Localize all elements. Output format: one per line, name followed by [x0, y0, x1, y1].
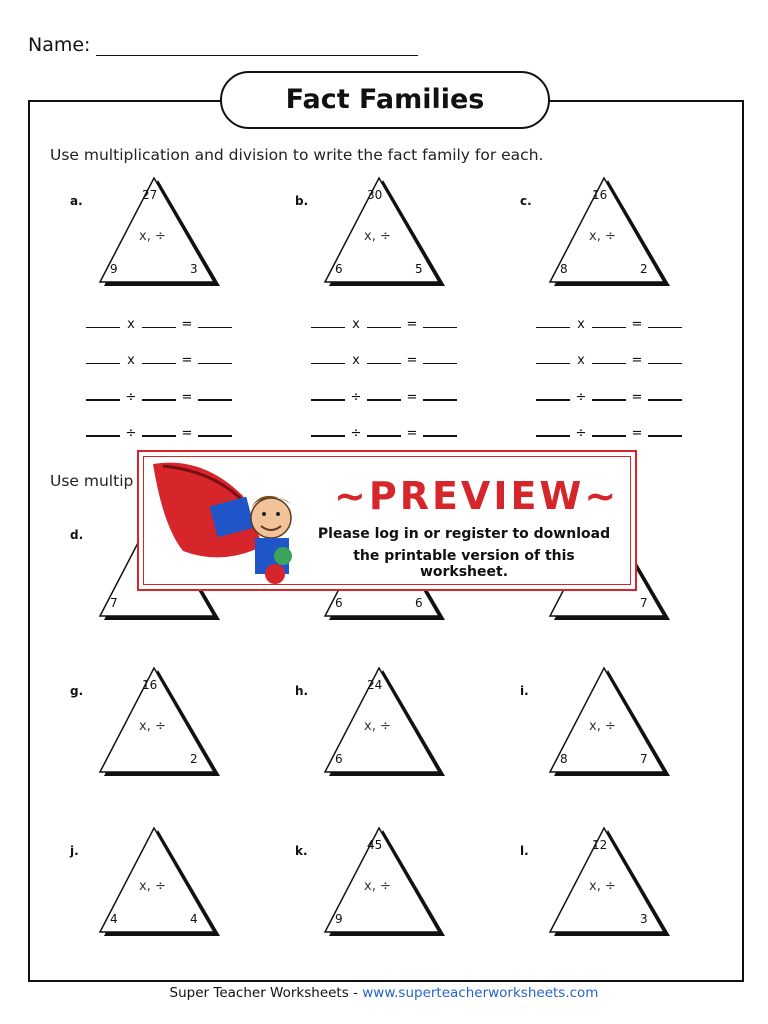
fact-triangle	[321, 826, 461, 938]
equals-symbol: =	[631, 317, 643, 332]
operator-symbol: ÷	[350, 390, 362, 405]
answer-blank[interactable]	[198, 424, 232, 437]
problem-letter: l.	[520, 844, 529, 858]
operations-label: x, ÷	[364, 229, 391, 244]
answer-blank[interactable]	[367, 388, 401, 401]
problem-letter: c.	[520, 194, 532, 208]
answer-blank[interactable]	[592, 316, 626, 328]
operator-symbol: ÷	[575, 426, 587, 441]
operator-symbol: x	[127, 317, 135, 332]
triangle-right-number: 5	[415, 262, 423, 276]
fact-equation[interactable]	[536, 352, 682, 368]
fact-triangle	[546, 666, 686, 778]
triangle-top-number: 27	[142, 188, 158, 202]
triangle-right-number: 4	[190, 912, 198, 926]
triangle-shape-icon	[96, 666, 236, 778]
answer-blank[interactable]	[86, 316, 120, 328]
triangle-left-number: 6	[335, 752, 343, 766]
triangle-top-number: 45	[367, 838, 383, 852]
equals-symbol: =	[631, 390, 643, 405]
operator-symbol: x	[352, 353, 360, 368]
triangle-left-number: 6	[335, 596, 343, 610]
problem-letter: a.	[70, 194, 83, 208]
answer-blank[interactable]	[423, 424, 457, 437]
problem-letter: g.	[70, 684, 84, 698]
triangle-left-number: 4	[110, 912, 118, 926]
triangle-left-number: 7	[110, 596, 118, 610]
answer-blank[interactable]	[142, 316, 176, 328]
answer-blank[interactable]	[592, 388, 626, 401]
answer-blank[interactable]	[198, 352, 232, 364]
problem-letter: b.	[295, 194, 309, 208]
operator-symbol: ÷	[125, 426, 137, 441]
name-line	[96, 37, 418, 56]
preview-title: ~PREVIEW~	[334, 474, 620, 518]
operations-label: x, ÷	[139, 719, 166, 734]
answer-blank[interactable]	[536, 316, 570, 328]
equals-symbol: =	[406, 426, 418, 441]
footer-brand: Super Teacher Worksheets	[169, 985, 349, 1001]
answer-blank[interactable]	[367, 316, 401, 328]
superhero-mascot-icon	[143, 456, 303, 586]
triangle-right-number: 2	[640, 262, 648, 276]
equals-symbol: =	[406, 317, 418, 332]
operator-symbol: ÷	[575, 390, 587, 405]
triangle-top-number: 12	[592, 838, 608, 852]
instruction-2: Use multip	[50, 472, 134, 490]
triangle-left-number: 6	[335, 262, 343, 276]
answer-blank[interactable]	[648, 352, 682, 364]
instruction-1: Use multiplication and division to write the fact family for each.	[50, 146, 544, 164]
triangle-right-number: 3	[640, 912, 648, 926]
equals-symbol: =	[181, 353, 193, 368]
equals-symbol: =	[631, 426, 643, 441]
fact-equation[interactable]	[86, 424, 232, 441]
answer-blank[interactable]	[536, 388, 570, 401]
triangle-right-number: 2	[190, 752, 198, 766]
fact-equation[interactable]	[536, 316, 682, 332]
triangle-top-number: 16	[142, 678, 158, 692]
operator-symbol: x	[577, 353, 585, 368]
fact-equation[interactable]	[536, 424, 682, 441]
answer-blank[interactable]	[86, 388, 120, 401]
name-label: Name:	[28, 34, 91, 56]
answer-blank[interactable]	[592, 424, 626, 437]
preview-message-line2: the printable version of this worksheet.	[353, 548, 575, 580]
triangle-shape-icon	[546, 826, 686, 938]
problem-letter: h.	[295, 684, 309, 698]
preview-banner[interactable]	[137, 450, 637, 591]
answer-blank[interactable]	[142, 424, 176, 437]
answer-blank[interactable]	[423, 316, 457, 328]
triangle-left-number: 9	[335, 912, 343, 926]
operations-label: x, ÷	[589, 229, 616, 244]
fact-triangle	[546, 826, 686, 938]
answer-blank[interactable]	[648, 388, 682, 401]
answer-blank[interactable]	[86, 424, 120, 437]
name-field	[28, 34, 418, 56]
footer-separator: -	[348, 985, 363, 1001]
fact-equation[interactable]	[86, 316, 232, 332]
answer-blank[interactable]	[367, 424, 401, 437]
problem-letter: d.	[70, 528, 84, 542]
operations-label: x, ÷	[364, 719, 391, 734]
operations-label: x, ÷	[139, 879, 166, 894]
fact-triangle	[321, 176, 461, 288]
answer-blank[interactable]	[311, 316, 345, 328]
operator-symbol: x	[577, 317, 585, 332]
answer-blank[interactable]	[423, 352, 457, 364]
fact-triangle	[96, 666, 236, 778]
fact-equation[interactable]	[311, 388, 457, 405]
problem-letter: j.	[70, 844, 79, 858]
fact-equation[interactable]	[311, 316, 457, 332]
answer-blank[interactable]	[198, 388, 232, 401]
page-title: Fact Families	[220, 71, 550, 129]
operator-symbol: ÷	[125, 390, 137, 405]
fact-triangle	[321, 666, 461, 778]
triangle-left-number: 8	[560, 752, 568, 766]
answer-blank[interactable]	[536, 424, 570, 437]
triangle-right-number: 7	[640, 596, 648, 610]
equals-symbol: =	[406, 390, 418, 405]
answer-blank[interactable]	[142, 352, 176, 364]
answer-blank[interactable]	[311, 388, 345, 401]
equals-symbol: =	[181, 317, 193, 332]
fact-equation[interactable]	[311, 352, 457, 368]
operations-label: x, ÷	[364, 879, 391, 894]
operator-symbol: x	[352, 317, 360, 332]
problem-letter: k.	[295, 844, 308, 858]
equals-symbol: =	[406, 353, 418, 368]
fact-triangle	[96, 176, 236, 288]
answer-blank[interactable]	[423, 388, 457, 401]
triangle-left-number: 9	[110, 262, 118, 276]
triangle-top-number: 24	[367, 678, 383, 692]
equals-symbol: =	[181, 390, 193, 405]
operations-label: x, ÷	[589, 879, 616, 894]
answer-blank[interactable]	[367, 352, 401, 364]
answer-blank[interactable]	[311, 352, 345, 364]
triangle-left-number: 8	[560, 262, 568, 276]
answer-blank[interactable]	[198, 316, 232, 328]
operator-symbol: ÷	[350, 426, 362, 441]
fact-triangle	[96, 826, 236, 938]
operator-symbol: x	[127, 353, 135, 368]
answer-blank[interactable]	[536, 352, 570, 364]
triangle-right-number: 6	[415, 596, 423, 610]
triangle-right-number: 7	[640, 752, 648, 766]
answer-blank[interactable]	[142, 388, 176, 401]
answer-blank[interactable]	[648, 316, 682, 328]
footer	[0, 985, 768, 1001]
triangle-top-number: 30	[367, 188, 383, 202]
problem-letter: i.	[520, 684, 529, 698]
fact-triangle	[546, 176, 686, 288]
fact-equation[interactable]	[86, 352, 232, 368]
triangle-top-number: 16	[592, 188, 608, 202]
operations-label: x, ÷	[139, 229, 166, 244]
fact-equation[interactable]	[536, 388, 682, 405]
triangle-right-number: 3	[190, 262, 198, 276]
preview-message-line1: Please log in or register to download	[317, 526, 611, 542]
fact-equation[interactable]	[86, 388, 232, 405]
answer-blank[interactable]	[648, 424, 682, 437]
equals-symbol: =	[181, 426, 193, 441]
answer-blank[interactable]	[592, 352, 626, 364]
fact-equation[interactable]	[311, 424, 457, 441]
answer-blank[interactable]	[311, 424, 345, 437]
operations-label: x, ÷	[589, 719, 616, 734]
answer-blank[interactable]	[86, 352, 120, 364]
equals-symbol: =	[631, 353, 643, 368]
footer-link[interactable]: www.superteacherworksheets.com	[362, 985, 599, 1001]
